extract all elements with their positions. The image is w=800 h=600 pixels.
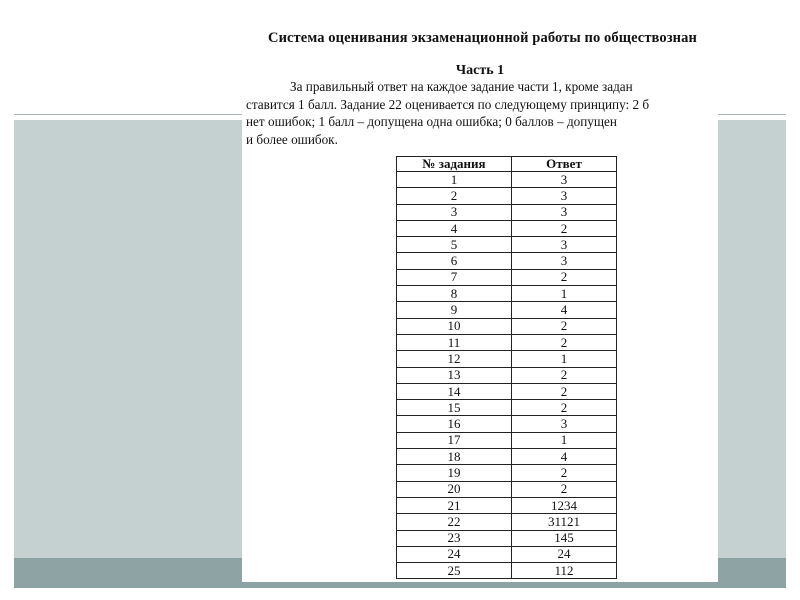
answer-cell: 2 bbox=[512, 481, 617, 497]
task-number-cell: 15 bbox=[397, 400, 512, 416]
paragraph-line: и более ошибок. bbox=[246, 131, 338, 147]
task-number-cell: 20 bbox=[397, 481, 512, 497]
task-number-cell: 11 bbox=[397, 334, 512, 350]
answer-cell: 2 bbox=[512, 367, 617, 383]
task-number-cell: 7 bbox=[397, 269, 512, 285]
answer-cell: 145 bbox=[512, 530, 617, 546]
task-number-cell: 10 bbox=[397, 318, 512, 334]
table-row bbox=[397, 449, 617, 465]
task-number-cell: 9 bbox=[397, 302, 512, 318]
answer-cell: 1 bbox=[512, 286, 617, 302]
task-number-cell: 14 bbox=[397, 383, 512, 399]
task-number-cell: 8 bbox=[397, 286, 512, 302]
header-task-number: № задания bbox=[397, 157, 512, 172]
task-number-cell: 17 bbox=[397, 432, 512, 448]
task-number-cell: 13 bbox=[397, 367, 512, 383]
table-row bbox=[397, 497, 617, 513]
table-row bbox=[397, 563, 617, 579]
task-number-cell: 22 bbox=[397, 514, 512, 530]
table-row bbox=[397, 351, 617, 367]
task-number-cell: 24 bbox=[397, 546, 512, 562]
task-number-cell: 21 bbox=[397, 497, 512, 513]
answer-cell: 2 bbox=[512, 400, 617, 416]
table-row bbox=[397, 334, 617, 350]
table-row bbox=[397, 220, 617, 236]
table-row bbox=[397, 465, 617, 481]
answer-cell: 4 bbox=[512, 449, 617, 465]
table-row bbox=[397, 514, 617, 530]
header-answer: Ответ bbox=[512, 157, 617, 172]
table-row bbox=[397, 204, 617, 220]
answer-cell: 1 bbox=[512, 351, 617, 367]
answer-cell: 112 bbox=[512, 563, 617, 579]
answer-cell: 2 bbox=[512, 334, 617, 350]
task-number-cell: 12 bbox=[397, 351, 512, 367]
table-row bbox=[397, 237, 617, 253]
answer-cell: 24 bbox=[512, 546, 617, 562]
task-number-cell: 19 bbox=[397, 465, 512, 481]
table-row bbox=[397, 367, 617, 383]
answer-cell: 3 bbox=[512, 188, 617, 204]
task-number-cell: 25 bbox=[397, 563, 512, 579]
paragraph-line: ставится 1 балл. Задание 22 оценивается по следующему принципу: 2 б bbox=[246, 96, 650, 112]
document-page bbox=[242, 14, 718, 582]
table-row bbox=[397, 530, 617, 546]
task-number-cell: 1 bbox=[397, 172, 512, 188]
answer-cell: 2 bbox=[512, 318, 617, 334]
answer-cell: 2 bbox=[512, 269, 617, 285]
answer-cell: 3 bbox=[512, 416, 617, 432]
task-number-cell: 2 bbox=[397, 188, 512, 204]
table-header-row bbox=[397, 157, 617, 172]
table-row bbox=[397, 432, 617, 448]
table-row bbox=[397, 302, 617, 318]
task-number-cell: 18 bbox=[397, 449, 512, 465]
answer-cell: 3 bbox=[512, 253, 617, 269]
table-row bbox=[397, 400, 617, 416]
task-number-cell: 23 bbox=[397, 530, 512, 546]
answer-cell: 1234 bbox=[512, 497, 617, 513]
table-row bbox=[397, 172, 617, 188]
paragraph-line: За правильный ответ на каждое задание части 1, кроме задан bbox=[290, 79, 633, 94]
table-row bbox=[397, 318, 617, 334]
answer-cell: 3 bbox=[512, 204, 617, 220]
task-number-cell: 16 bbox=[397, 416, 512, 432]
table-row bbox=[397, 286, 617, 302]
table-body bbox=[397, 172, 617, 579]
answer-cell: 1 bbox=[512, 432, 617, 448]
answer-cell: 2 bbox=[512, 465, 617, 481]
document-title: Система оценивания экзаменационной работы по обществознан bbox=[268, 30, 697, 46]
table-row bbox=[397, 269, 617, 285]
answer-cell: 3 bbox=[512, 172, 617, 188]
table-row bbox=[397, 188, 617, 204]
paragraph bbox=[246, 78, 718, 148]
answer-cell: 31121 bbox=[512, 514, 617, 530]
answer-cell: 2 bbox=[512, 383, 617, 399]
task-number-cell: 5 bbox=[397, 237, 512, 253]
answer-cell: 4 bbox=[512, 302, 617, 318]
task-number-cell: 6 bbox=[397, 253, 512, 269]
table-row bbox=[397, 383, 617, 399]
answer-cell: 2 bbox=[512, 220, 617, 236]
table-row bbox=[397, 253, 617, 269]
table-row bbox=[397, 546, 617, 562]
table-row bbox=[397, 416, 617, 432]
task-number-cell: 3 bbox=[397, 204, 512, 220]
table-row bbox=[397, 481, 617, 497]
task-number-cell: 4 bbox=[397, 220, 512, 236]
answer-cell: 3 bbox=[512, 237, 617, 253]
answers-table bbox=[396, 156, 617, 579]
part-title: Часть 1 bbox=[455, 63, 505, 78]
paragraph-line: нет ошибок; 1 балл – допущена одна ошибка; 0 баллов – допущен bbox=[246, 114, 617, 129]
